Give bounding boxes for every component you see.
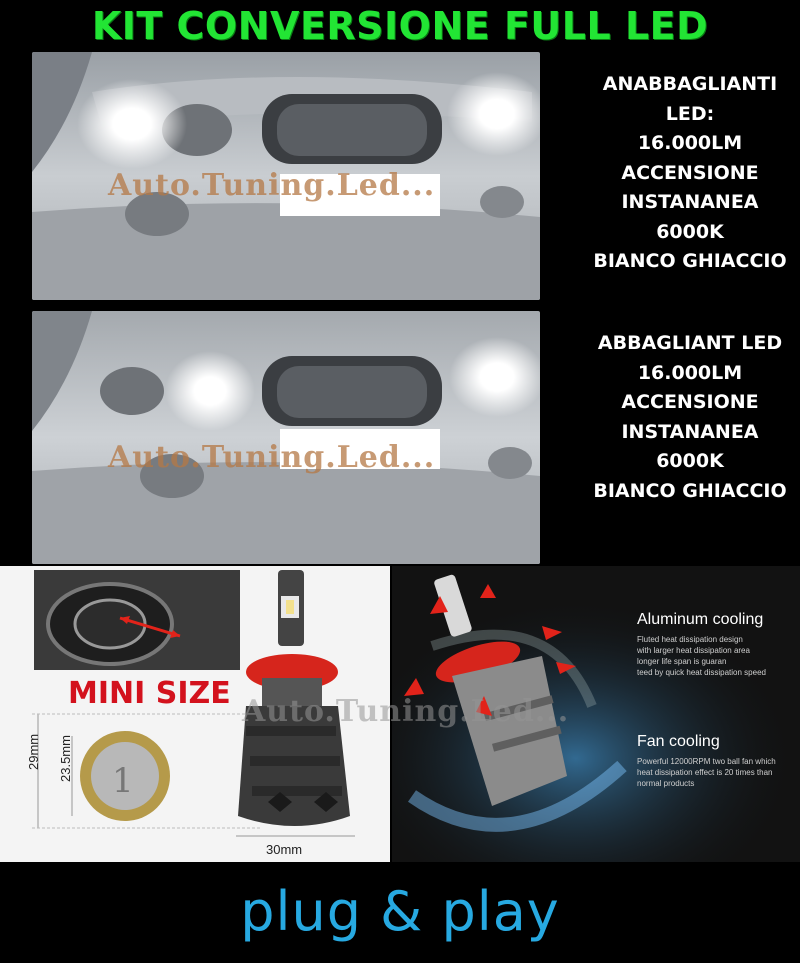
spec-line: 16.000LM [637,361,743,384]
watermark: Auto.Tuning.Led... [108,440,436,475]
description-line: normal products [637,779,695,788]
spec-line: INSTANANEA [621,191,759,213]
low-beam-specs [580,70,800,277]
mini-size-label: MINI SIZE [68,676,231,711]
spec-line: 6000K [656,450,724,472]
fan-cooling-description [637,756,777,789]
spec-line: 16.000LM [637,132,743,154]
spec-line: BIANCO GHIACCIO [593,250,787,272]
watermark: Auto.Tuning.Led... [242,694,570,729]
spec-line: ACCENSIONE [621,161,759,184]
spec-line: ANABBAGLIANTI [602,73,778,95]
spec-line: INSTANANEA [621,420,759,443]
description-line: teed by quick heat dissipation speed [637,668,766,677]
dimension-height-inner: 23.5mm [58,735,73,782]
description-line: heat dissipation effect is 20 times than [637,768,773,777]
spec-line: BIANCO GHIACCIO [593,479,787,502]
aluminum-cooling-description [637,634,787,678]
dimension-height-outer: 29mm [26,733,41,770]
dimension-width: 30mm [266,842,303,857]
watermark: Auto.Tuning.Led... [108,168,436,203]
aluminum-cooling-title: Aluminum cooling [637,611,764,628]
spec-line: ABBAGLIANT LED [597,332,783,354]
description-line: Fluted heat dissipation design [637,635,743,644]
page-title: KIT CONVERSIONE FULL LED [91,4,709,48]
description-line: longer life span is guaran [637,657,727,666]
spec-line: 6000K [656,220,724,243]
plug-and-play-slogan: plug & play [240,880,560,943]
spec-line: ACCENSIONE [621,391,759,413]
description-line: Powerful 12000RPM two ball fan which [637,757,776,766]
spec-line: LED: [665,102,715,125]
fan-cooling-title: Fan cooling [637,733,720,750]
high-beam-specs [580,329,800,506]
car-photo-high-beam [32,311,540,564]
svg-text:1: 1 [112,761,134,801]
description-line: with larger heat dissipation area [637,646,750,655]
